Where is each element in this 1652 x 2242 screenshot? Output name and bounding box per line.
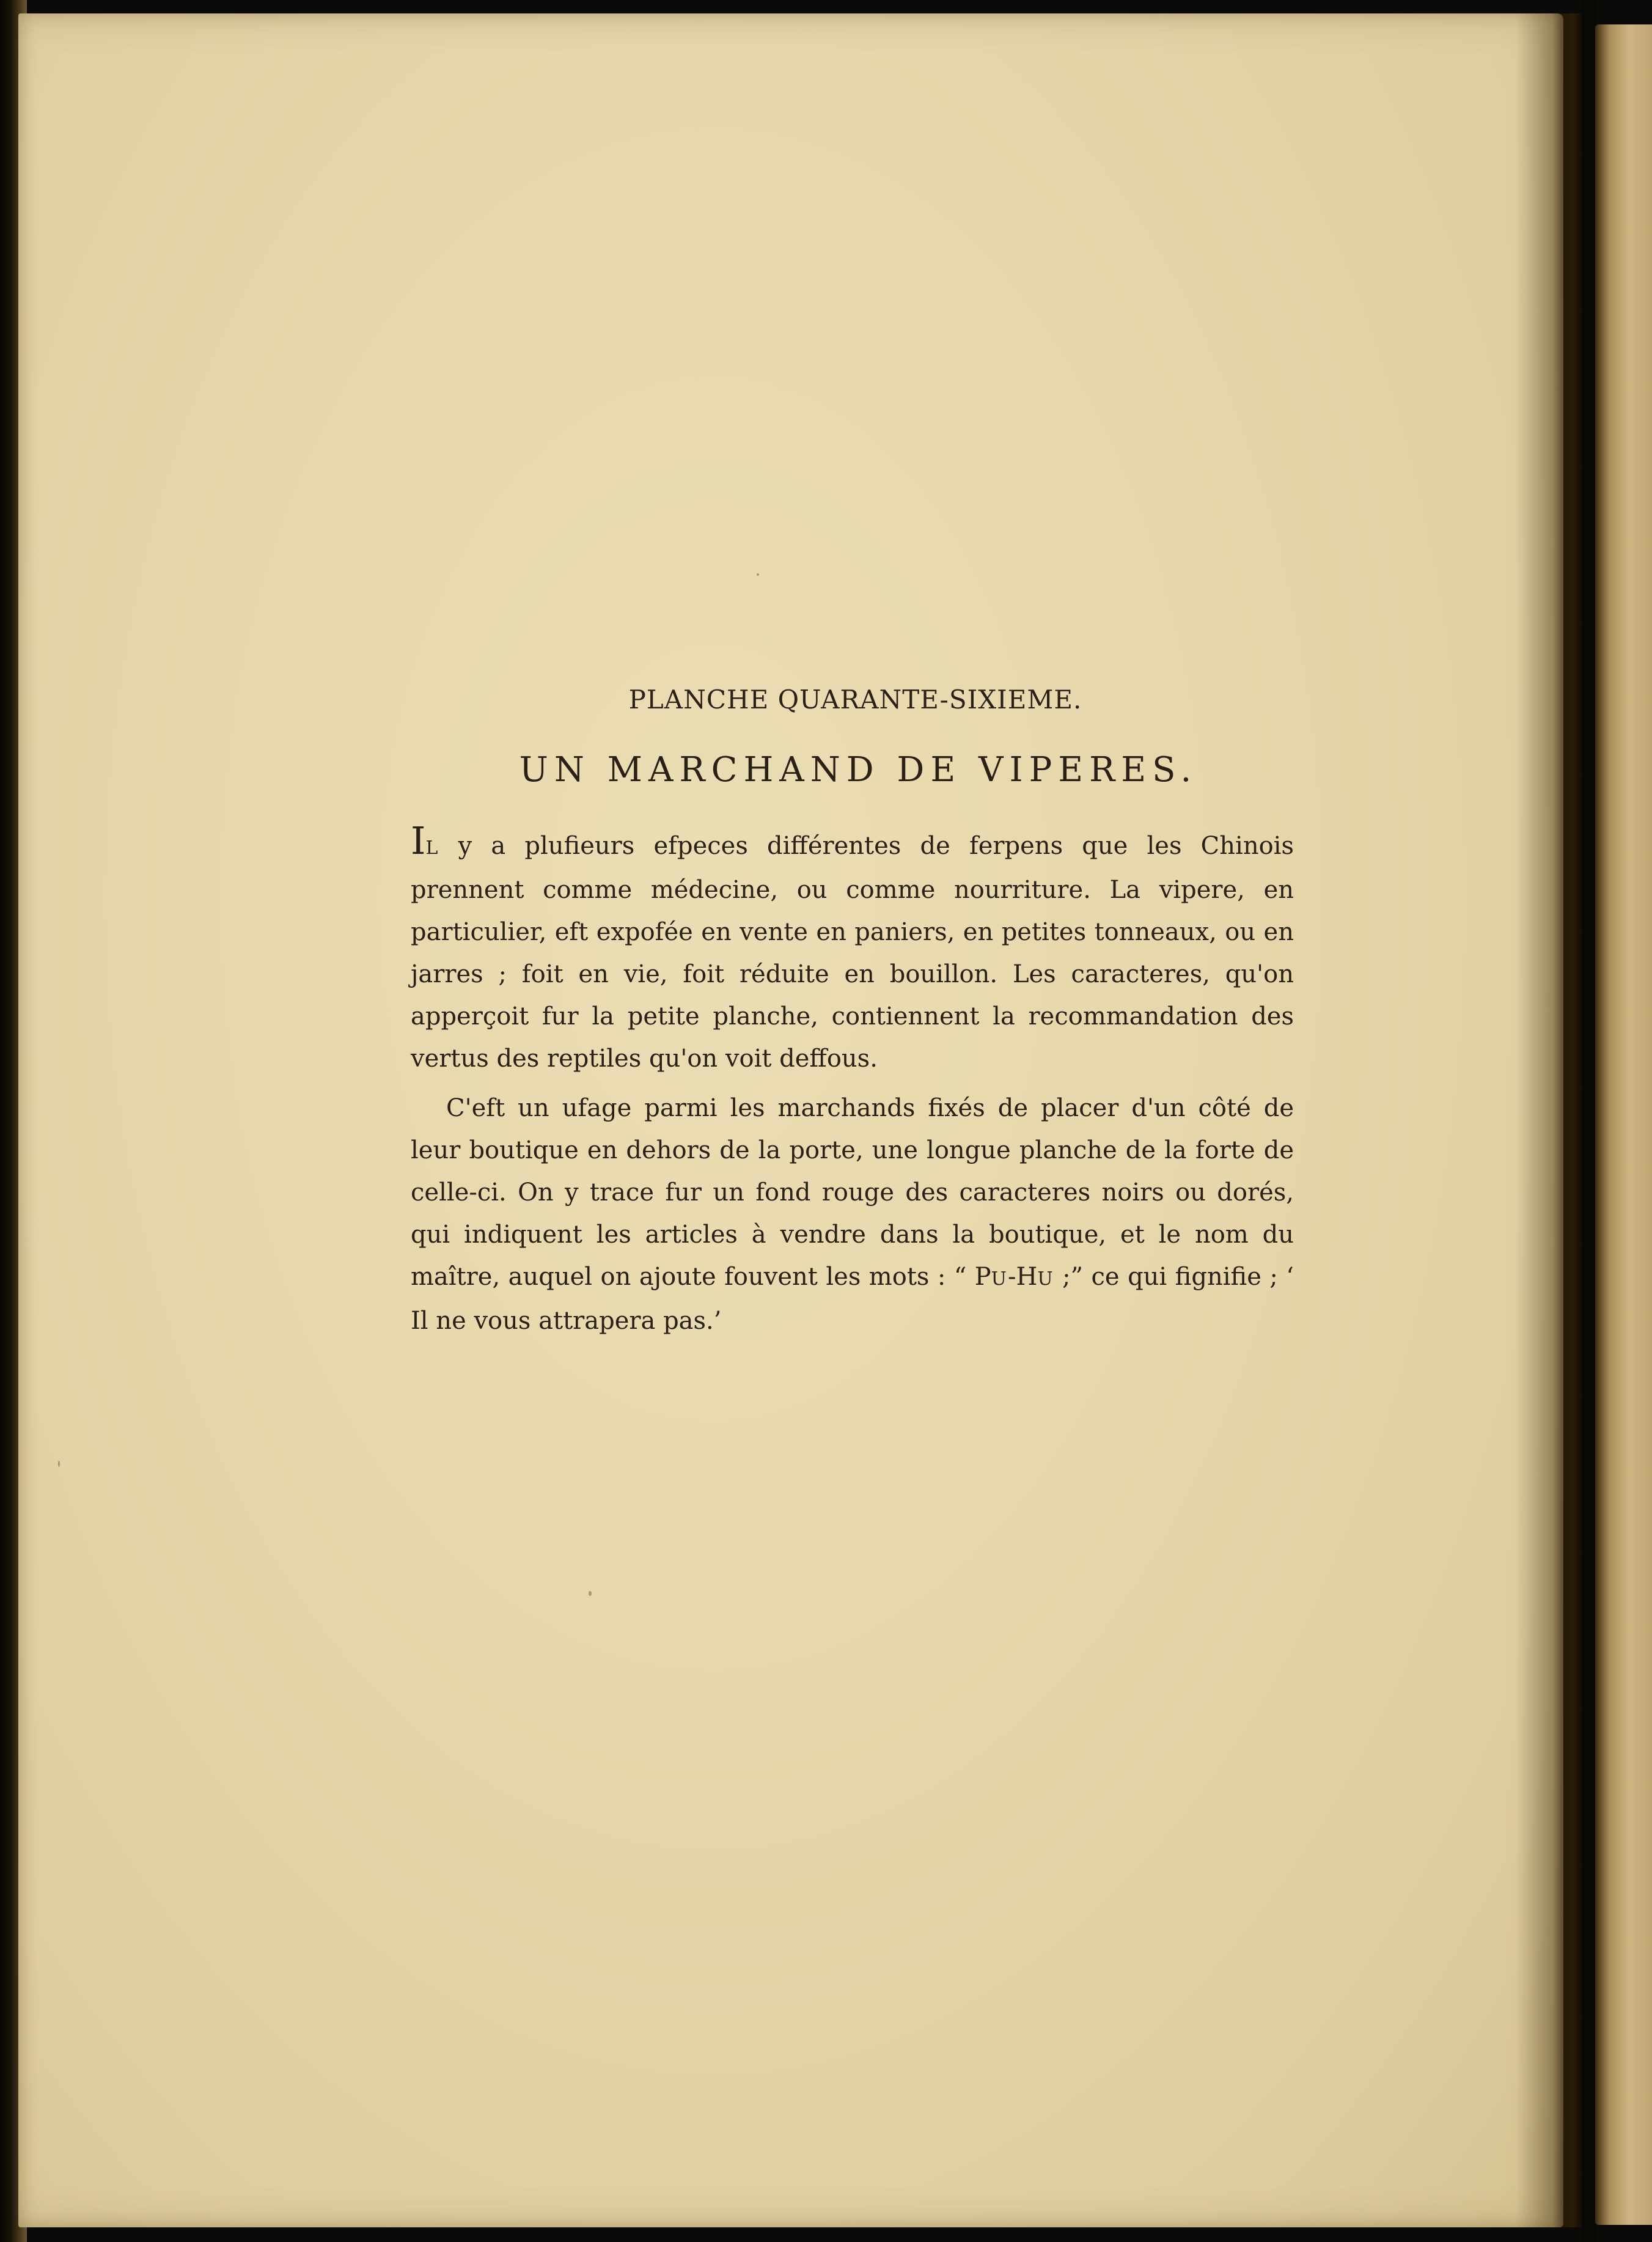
pu-hu-small-u: U <box>991 1268 1008 1290</box>
facing-page-edge <box>1595 24 1652 2225</box>
pu-hu-small-u-2: U <box>1037 1268 1054 1290</box>
plate-title: PLANCHE QUARANTE-SIXIEME. <box>628 685 1082 715</box>
paragraph-2 <box>411 1087 1294 1342</box>
pu-hu-cap-p: P <box>974 1263 991 1291</box>
paper-speck <box>589 1591 592 1596</box>
paragraph-1 <box>411 818 1294 1080</box>
pu-hu-cap-h: H <box>1016 1263 1038 1291</box>
small-caps: L <box>425 837 439 859</box>
paragraph-2-text-start: C'eft un ufage parmi les marchands fixés de placer d'un côté de leur boutique en dehors de la porte, une longue planche de la forte de celle-ci. On y trace fur un fond rouge des caracteres noirs ou dorés, qui indiquent les articles à vendre dans la boutique, et le nom du maître, auquel on ajoute fouvent les mots : “ <box>411 1094 1294 1291</box>
drop-cap: I <box>411 818 426 863</box>
document-text-block <box>411 685 1294 1342</box>
page-gutter-shadow <box>1516 13 1583 2227</box>
paper-speck <box>757 573 759 576</box>
pu-hu-dash: - <box>1007 1263 1016 1291</box>
paragraph-1-text: y a plufieurs efpeces différentes de ferpens que les Chinois prennent comme médecine, ou comme nourriture. La vipere, en particulier, eft expofée en vente en paniers, en petites tonneaux, ou en jarres ; foit en vie, foit réduite en bouillon. Les caracteres, qu'on apperçoit fur la petite planche, contiennent la recommandation des vertus des reptiles qu'on voit deffous. <box>411 832 1294 1073</box>
paragraph-2-text-end: ;” ce qui fignifie ; ‘ Il ne vous attrapera pas.’ <box>411 1263 1294 1335</box>
paper-speck <box>58 1461 60 1467</box>
binding-shadow <box>1582 0 1596 2242</box>
page-heading: UN MARCHAND DE VIPERES. <box>519 750 1198 790</box>
